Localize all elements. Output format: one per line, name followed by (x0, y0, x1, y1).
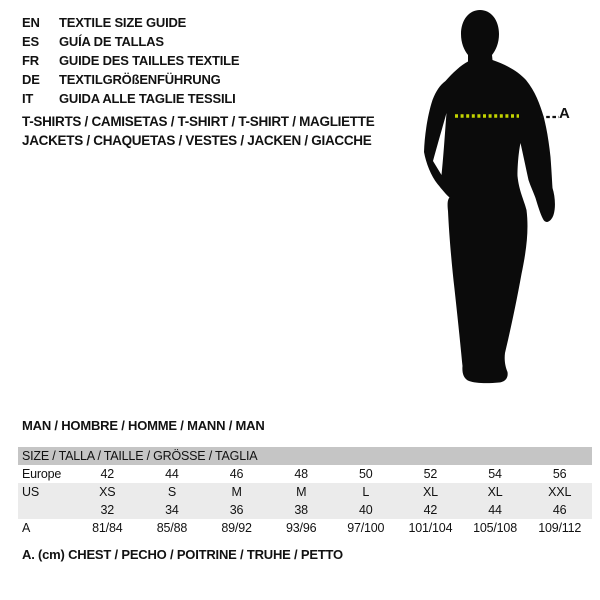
category-line-jackets: JACKETS / CHAQUETAS / VESTES / JACKEN / GIACCHE (22, 133, 372, 148)
language-code: FR (22, 53, 39, 68)
language-code: DE (22, 72, 40, 87)
language-code: IT (22, 91, 34, 106)
table-cell: 46 (229, 467, 244, 481)
language-row (22, 70, 239, 89)
language-code: EN (22, 15, 40, 30)
row-label (18, 501, 75, 519)
table-cell: XL (463, 483, 528, 501)
language-title: GUÍA DE TALLAS (59, 34, 164, 49)
table-cell: 105/108 (473, 521, 517, 535)
measurement-label-a: A (559, 105, 570, 122)
table-cell: 44 (165, 467, 179, 481)
row-label: US (18, 483, 75, 501)
language-title: GUIDE DES TAILLES TEXTILE (59, 53, 240, 68)
table-cell: 38 (269, 501, 334, 519)
table-cell: 56 (552, 467, 567, 481)
language-row (22, 32, 239, 51)
category-line-tshirts: T-SHIRTS / CAMISETAS / T-SHIRT / T-SHIRT / MAGLIETTE (22, 114, 375, 129)
table-cell: M (269, 483, 334, 501)
table-cell: XS (75, 483, 140, 501)
table-cell: 89/92 (221, 521, 252, 535)
language-list (22, 13, 239, 108)
language-row (22, 13, 239, 32)
table-cell: XXL (527, 483, 592, 501)
table-cell: 54 (488, 467, 502, 481)
table-cell: M (204, 483, 269, 501)
size-table (18, 447, 592, 537)
table-cell: 40 (334, 501, 399, 519)
language-title: GUIDA ALLE TAGLIE TESSILI (59, 91, 236, 106)
table-row-alt-sizes (18, 501, 592, 519)
table-cell: 93/96 (286, 521, 317, 535)
table-cell: 42 (398, 501, 463, 519)
table-row-europe (18, 465, 592, 483)
table-row-chest-a (18, 519, 592, 537)
table-cell: 85/88 (156, 521, 188, 535)
table-cell: 36 (204, 501, 269, 519)
row-label: A (22, 521, 31, 535)
row-label: Europe (22, 467, 62, 481)
table-cell: 32 (75, 501, 140, 519)
language-title: TEXTILGRÖßENFÜHRUNG (59, 72, 221, 87)
section-title-man: MAN / HOMBRE / HOMME / MANN / MAN (22, 418, 265, 433)
table-cell: 44 (463, 501, 528, 519)
garment-categories (22, 112, 374, 150)
table-cell: 101/104 (408, 521, 453, 535)
language-title: TEXTILE SIZE GUIDE (59, 15, 187, 30)
table-cell: S (140, 483, 205, 501)
man-silhouette-svg (400, 0, 600, 400)
table-cell: 50 (359, 467, 373, 481)
table-row-us (18, 483, 592, 501)
table-cell: 81/84 (92, 521, 123, 535)
man-silhouette-figure (400, 0, 600, 400)
measurement-footnote: A. (cm) CHEST / PECHO / POITRINE / TRUHE / PETTO (22, 547, 343, 562)
size-table-header-row (18, 447, 592, 465)
table-cell: 48 (294, 467, 308, 481)
language-row (22, 51, 239, 70)
table-cell: 109/112 (538, 521, 582, 535)
table-cell: 46 (527, 501, 592, 519)
table-cell: XL (398, 483, 463, 501)
table-cell: L (334, 483, 399, 501)
table-cell: 42 (100, 467, 115, 481)
language-row (22, 89, 239, 108)
table-cell: 97/100 (347, 521, 385, 535)
table-cell: 34 (140, 501, 205, 519)
size-table-header: SIZE / TALLA / TAILLE / GRÖSSE / TAGLIA (18, 447, 592, 465)
man-silhouette-shape (424, 10, 555, 383)
language-code: ES (22, 34, 39, 49)
table-cell: 52 (423, 467, 438, 481)
